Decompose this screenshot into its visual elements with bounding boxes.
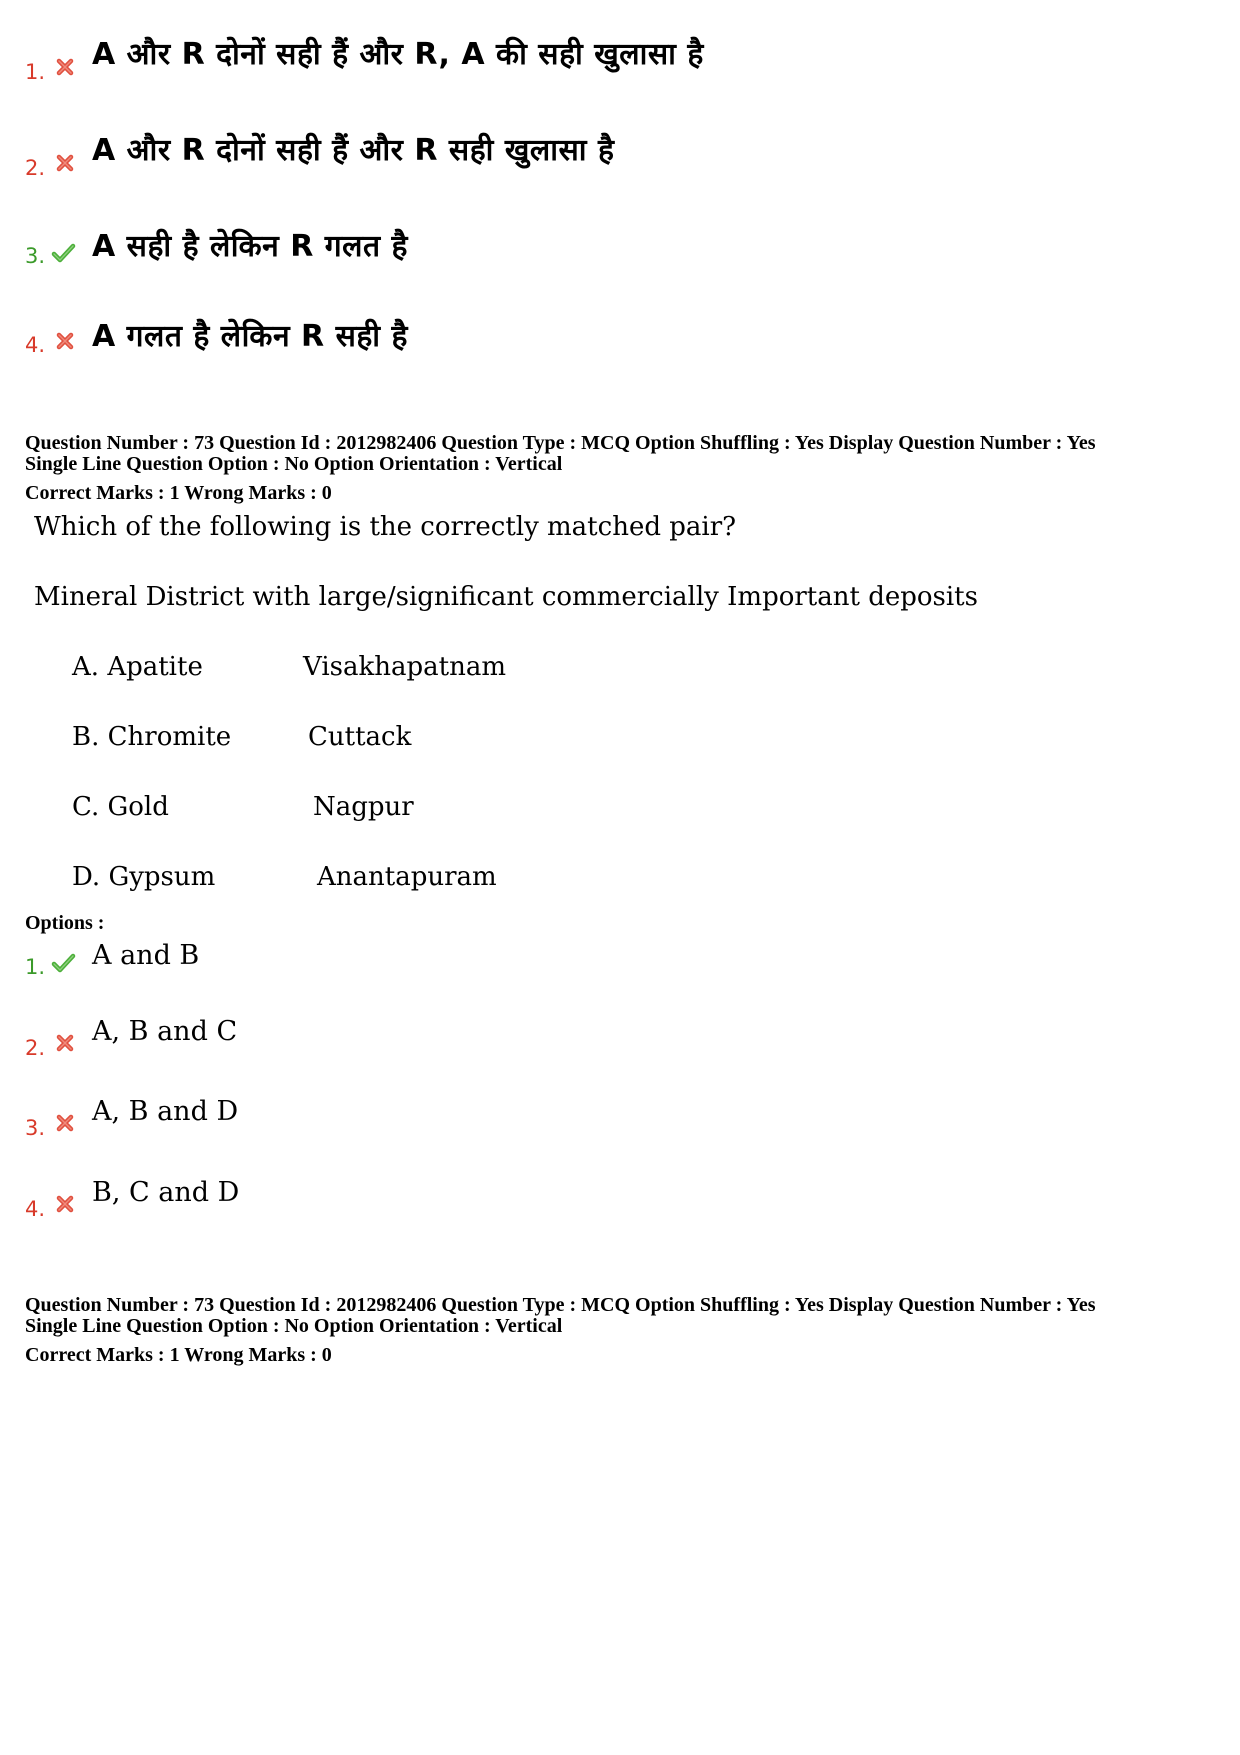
pair-mineral: Gold — [107, 792, 169, 822]
meta-line-2: Single Line Question Option : No Option Orientation : Vertical — [25, 453, 563, 475]
option-number: 1. — [25, 955, 46, 979]
meta-line-1: Question Number : 73 Question Id : 2012982406 Question Type : MCQ Option Shuffling : Yes Display Question Number : Yes — [25, 1294, 1096, 1316]
pair-place: Visakhapatnam — [303, 652, 506, 682]
wrong-x-icon — [52, 328, 78, 354]
option-number: 2. — [25, 156, 46, 180]
pair-place: Nagpur — [313, 792, 414, 822]
option-number: 4. — [25, 1197, 46, 1221]
option-text: A और R दोनों सही हैं और R सही खुलासा है — [92, 133, 615, 168]
option-text: A, B and D — [92, 1096, 239, 1127]
pair-mineral: Gypsum — [108, 862, 216, 892]
pair-place: Anantapuram — [317, 862, 497, 892]
option-text: A and B — [92, 940, 200, 971]
meta-line-1: Question Number : 73 Question Id : 2012982406 Question Type : MCQ Option Shuffling : Yes Display Question Number : Yes — [25, 432, 1096, 454]
meta-line-2: Single Line Question Option : No Option Orientation : Vertical — [25, 1315, 563, 1337]
option-text: A, B and C — [92, 1016, 238, 1047]
pair-letter: A. Apatite — [72, 652, 203, 682]
correct-check-icon — [50, 950, 76, 976]
option-text: A सही है लेकिन R गलत है — [92, 229, 408, 264]
wrong-x-icon — [52, 1191, 78, 1217]
marks-line: Correct Marks : 1 Wrong Marks : 0 — [25, 482, 332, 504]
question-subtext: Mineral District with large/significant commercially Important deposits — [34, 582, 978, 612]
pair-place: Cuttack — [308, 722, 412, 752]
correct-check-icon — [50, 240, 76, 266]
marks-line: Correct Marks : 1 Wrong Marks : 0 — [25, 1344, 332, 1366]
question-text: Which of the following is the correctly matched pair? — [34, 512, 737, 542]
option-number: 4. — [25, 333, 46, 357]
wrong-x-icon — [52, 1110, 78, 1136]
pair-mineral: Apatite — [107, 652, 203, 682]
wrong-x-icon — [52, 1030, 78, 1056]
wrong-x-icon — [52, 150, 78, 176]
option-text: A गलत है लेकिन R सही है — [92, 319, 408, 354]
wrong-x-icon — [52, 54, 78, 80]
option-number: 3. — [25, 1116, 46, 1140]
pair-mineral: Chromite — [107, 722, 232, 752]
options-label: Options : — [25, 912, 105, 934]
pair-letter: C. Gold — [72, 792, 169, 822]
pair-letter: B. Chromite — [72, 722, 232, 752]
pair-letter: D. Gypsum — [72, 862, 216, 892]
option-text: B, C and D — [92, 1177, 240, 1208]
option-number: 3. — [25, 244, 46, 268]
option-number: 1. — [25, 60, 46, 84]
option-number: 2. — [25, 1036, 46, 1060]
option-text: A और R दोनों सही हैं और R, A की सही खुलासा है — [92, 37, 704, 72]
